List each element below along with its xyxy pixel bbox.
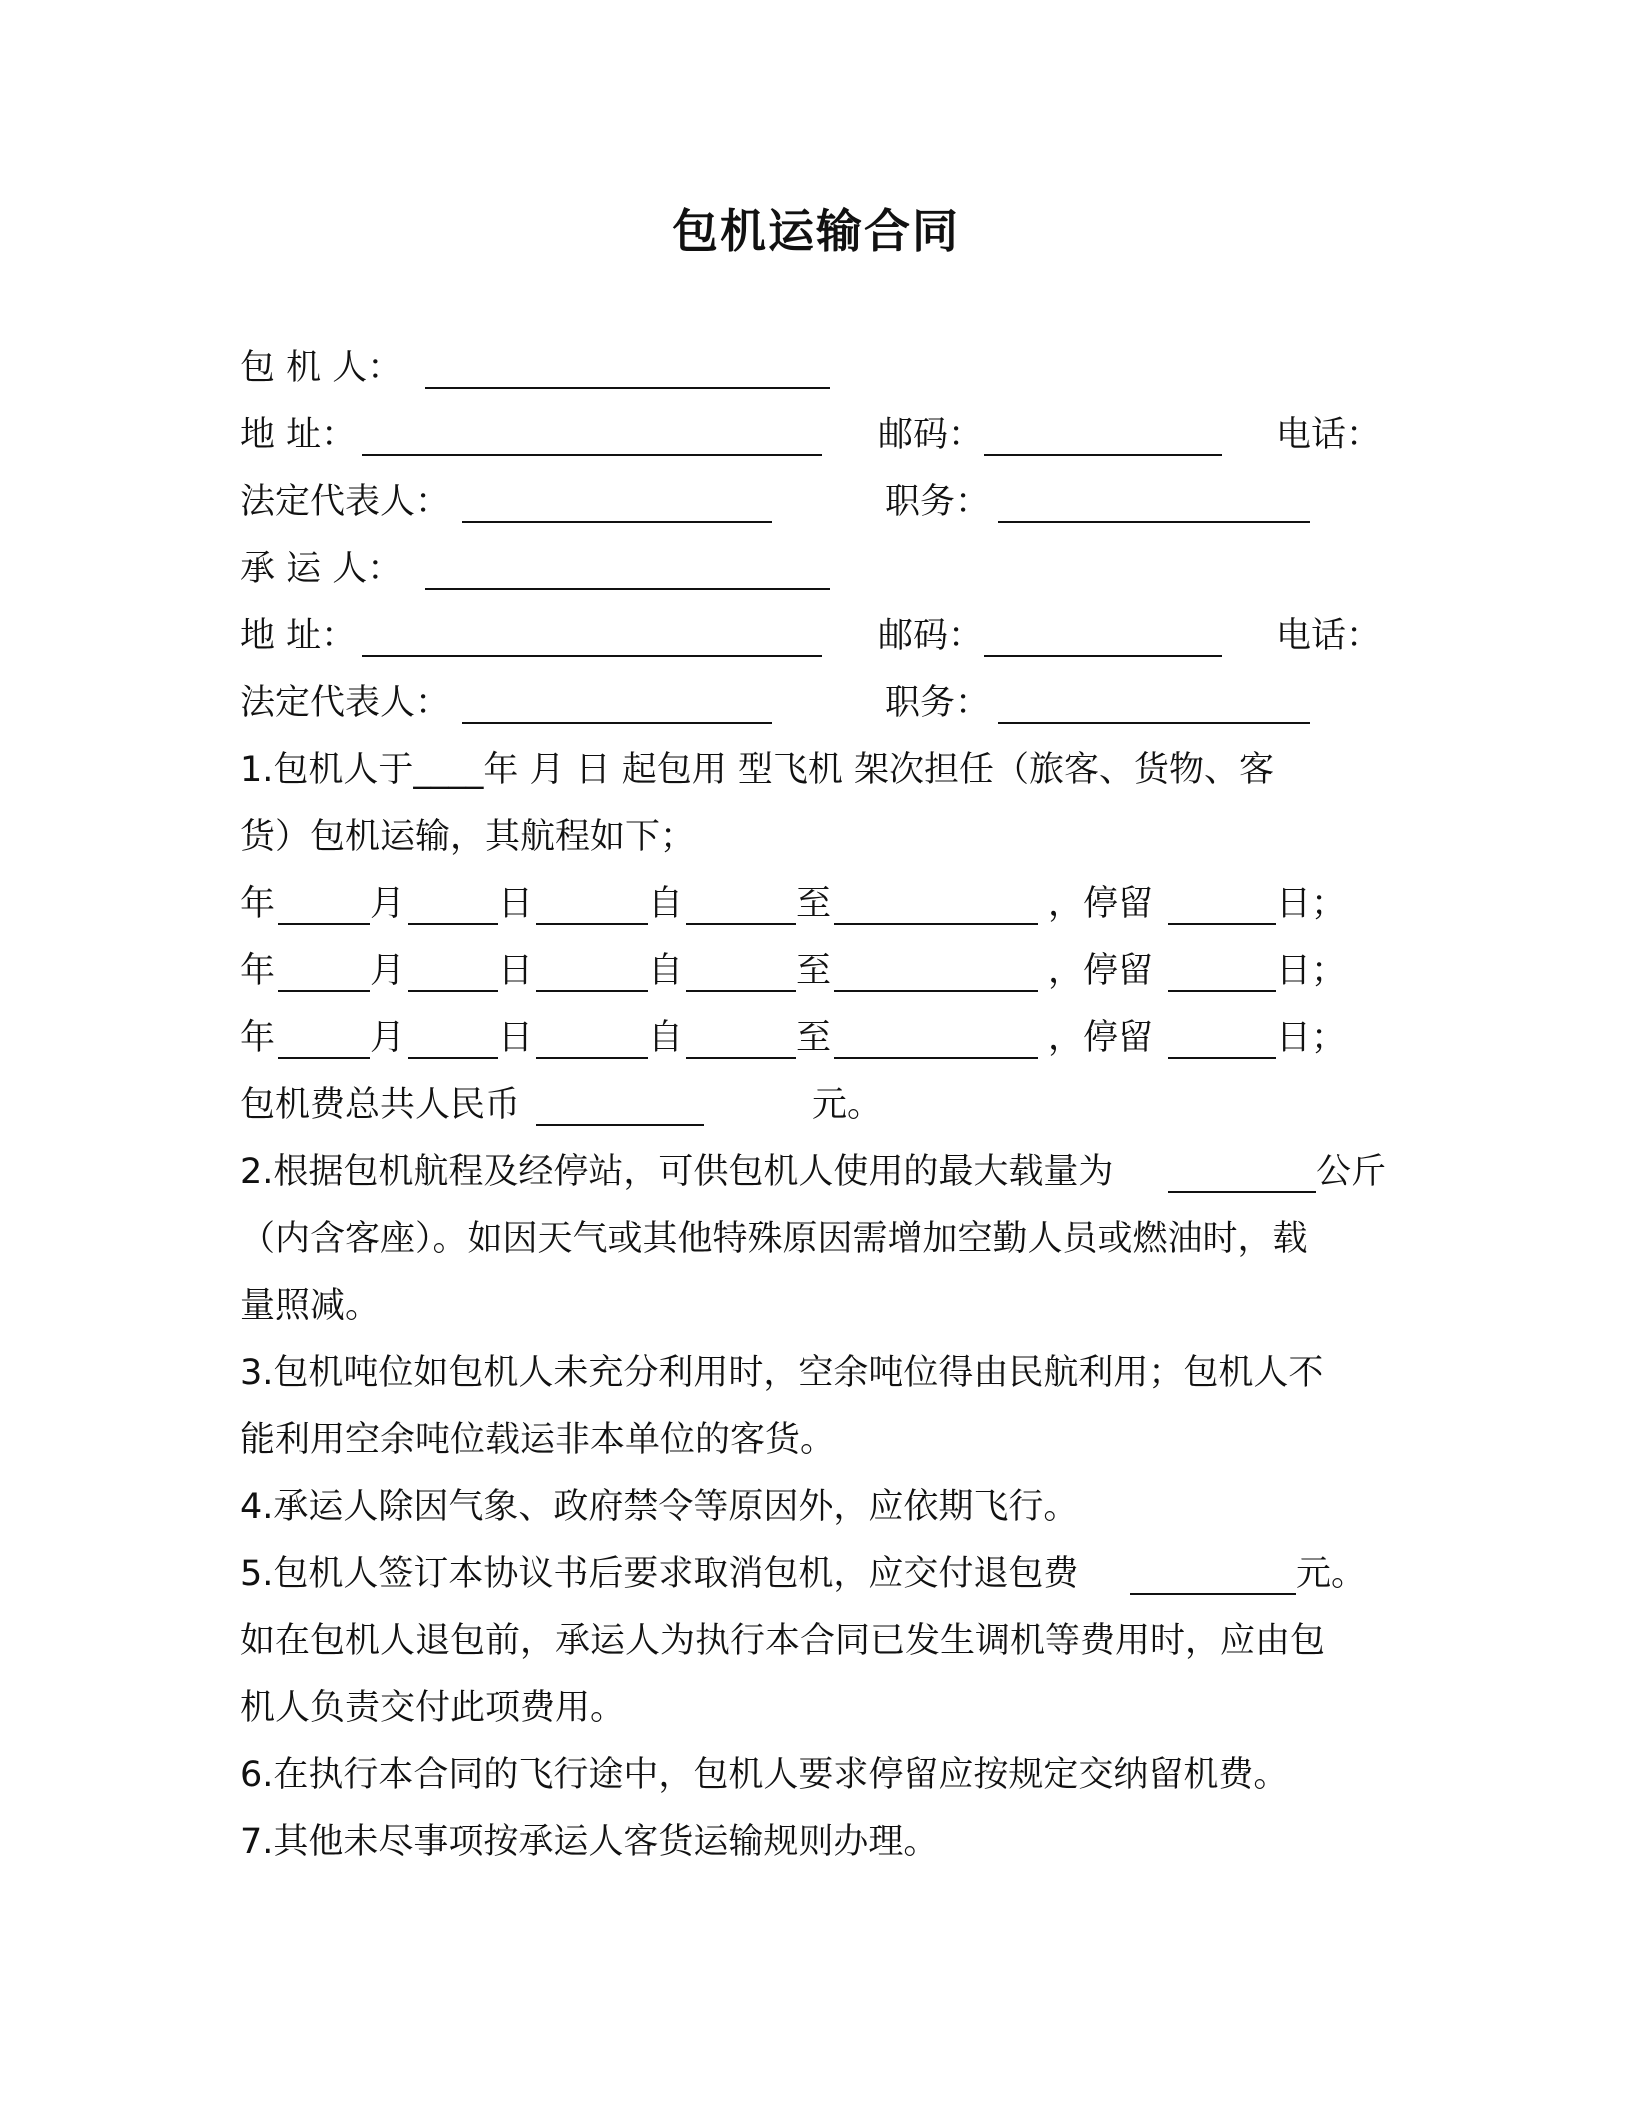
clause-2-line-3: 量照减。 <box>240 1286 381 1326</box>
clause-2-line-2: （内含客座）。如因天气或其他特殊原因需增加空勤人员或燃油时，载 <box>240 1219 1308 1259</box>
max-payload-field[interactable] <box>1168 1191 1316 1193</box>
charterer-postcode-field[interactable] <box>984 454 1222 456</box>
from-field[interactable] <box>686 1057 796 1059</box>
clause-4: 4.承运人除因气象、政府禁令等原因外，应依期飞行。 <box>240 1487 1079 1527</box>
carrier-position-field[interactable] <box>998 722 1310 724</box>
charterer-position-field[interactable] <box>998 521 1310 523</box>
to-label: 至 <box>796 884 832 924</box>
postcode-label: 邮码： <box>878 616 984 656</box>
to-field[interactable] <box>834 1057 1038 1059</box>
to-label: 至 <box>796 1018 832 1058</box>
clause-6: 6.在执行本合同的飞行途中，包机人要求停留应按规定交纳留机费。 <box>240 1755 1289 1795</box>
month-field[interactable] <box>408 1057 498 1059</box>
position-label: 职务： <box>885 482 991 522</box>
day-label: 日 <box>498 1018 534 1058</box>
phone-label: 电话： <box>1276 415 1382 455</box>
from-label: 自 <box>648 884 684 924</box>
year-field[interactable] <box>278 990 370 992</box>
charter-fee-field[interactable] <box>536 1124 704 1126</box>
postcode-label: 邮码： <box>878 415 984 455</box>
charterer-field[interactable] <box>425 387 830 389</box>
to-field[interactable] <box>834 990 1038 992</box>
days-end-label: 日； <box>1276 884 1347 924</box>
charterer-label: 包 机 人： <box>240 348 403 388</box>
month-field[interactable] <box>408 990 498 992</box>
charterer-legal-rep-field[interactable] <box>462 521 772 523</box>
year-field[interactable] <box>278 1057 370 1059</box>
carrier-address-field[interactable] <box>362 655 822 657</box>
days-end-label: 日； <box>1276 951 1347 991</box>
address-label: 地 址： <box>240 415 357 455</box>
clause-7: 7.其他未尽事项按承运人客货运输规则办理。 <box>240 1822 939 1862</box>
clause-2-text: 2.根据包机航程及经停站，可供包机人使用的最大载量为 <box>240 1152 1114 1192</box>
stay-label: ，停留 <box>1048 884 1154 924</box>
charterer-address-field[interactable] <box>362 454 822 456</box>
phone-label: 电话： <box>1276 616 1382 656</box>
to-label: 至 <box>796 951 832 991</box>
stay-days-field[interactable] <box>1168 990 1276 992</box>
clause-5-line-3: 机人负责交付此项费用。 <box>240 1688 626 1728</box>
year-field[interactable] <box>278 923 370 925</box>
clause-3-line-2: 能利用空余吨位载运非本单位的客货。 <box>240 1420 836 1460</box>
legal-rep-label: 法定代表人： <box>240 482 451 522</box>
day-field[interactable] <box>536 990 648 992</box>
carrier-field[interactable] <box>425 588 830 590</box>
clause-1-line-1: 1.包机人于____年 月 日 起包用 型飞机 架次担任（旅客、货物、客 <box>240 750 1275 790</box>
payload-unit: 公斤 <box>1316 1152 1387 1192</box>
from-label: 自 <box>648 1018 684 1058</box>
stay-label: ，停留 <box>1048 951 1154 991</box>
from-label: 自 <box>648 951 684 991</box>
month-label: 月 <box>370 951 406 991</box>
month-field[interactable] <box>408 923 498 925</box>
carrier-postcode-field[interactable] <box>984 655 1222 657</box>
legal-rep-label: 法定代表人： <box>240 683 451 723</box>
charter-fee-label: 包机费总共人民币 <box>240 1085 521 1125</box>
day-field[interactable] <box>536 923 648 925</box>
stay-days-field[interactable] <box>1168 1057 1276 1059</box>
month-label: 月 <box>370 1018 406 1058</box>
clause-1-line-2: 货）包机运输，其航程如下； <box>240 817 696 857</box>
days-end-label: 日； <box>1276 1018 1347 1058</box>
year-label: 年 <box>240 884 276 924</box>
clause-5-line-2: 如在包机人退包前，承运人为执行本合同已发生调机等费用时，应由包 <box>240 1621 1326 1661</box>
year-label: 年 <box>240 1018 276 1058</box>
carrier-label: 承 运 人： <box>240 549 403 589</box>
cancellation-fee-unit: 元。 <box>1296 1554 1367 1594</box>
document-title: 包机运输合同 <box>672 204 960 258</box>
cancellation-fee-field[interactable] <box>1130 1593 1296 1595</box>
stay-days-field[interactable] <box>1168 923 1276 925</box>
day-label: 日 <box>498 884 534 924</box>
clause-3-line-1: 3.包机吨位如包机人未充分利用时，空余吨位得由民航利用；包机人不 <box>240 1353 1324 1393</box>
stay-label: ，停留 <box>1048 1018 1154 1058</box>
charter-fee-unit: 元。 <box>812 1085 883 1125</box>
address-label: 地 址： <box>240 616 357 656</box>
year-label: 年 <box>240 951 276 991</box>
clause-5-text: 5.包机人签订本协议书后要求取消包机，应交付退包费 <box>240 1554 1079 1594</box>
day-label: 日 <box>498 951 534 991</box>
to-field[interactable] <box>834 923 1038 925</box>
position-label: 职务： <box>885 683 991 723</box>
day-field[interactable] <box>536 1057 648 1059</box>
carrier-legal-rep-field[interactable] <box>462 722 772 724</box>
from-field[interactable] <box>686 990 796 992</box>
month-label: 月 <box>370 884 406 924</box>
from-field[interactable] <box>686 923 796 925</box>
